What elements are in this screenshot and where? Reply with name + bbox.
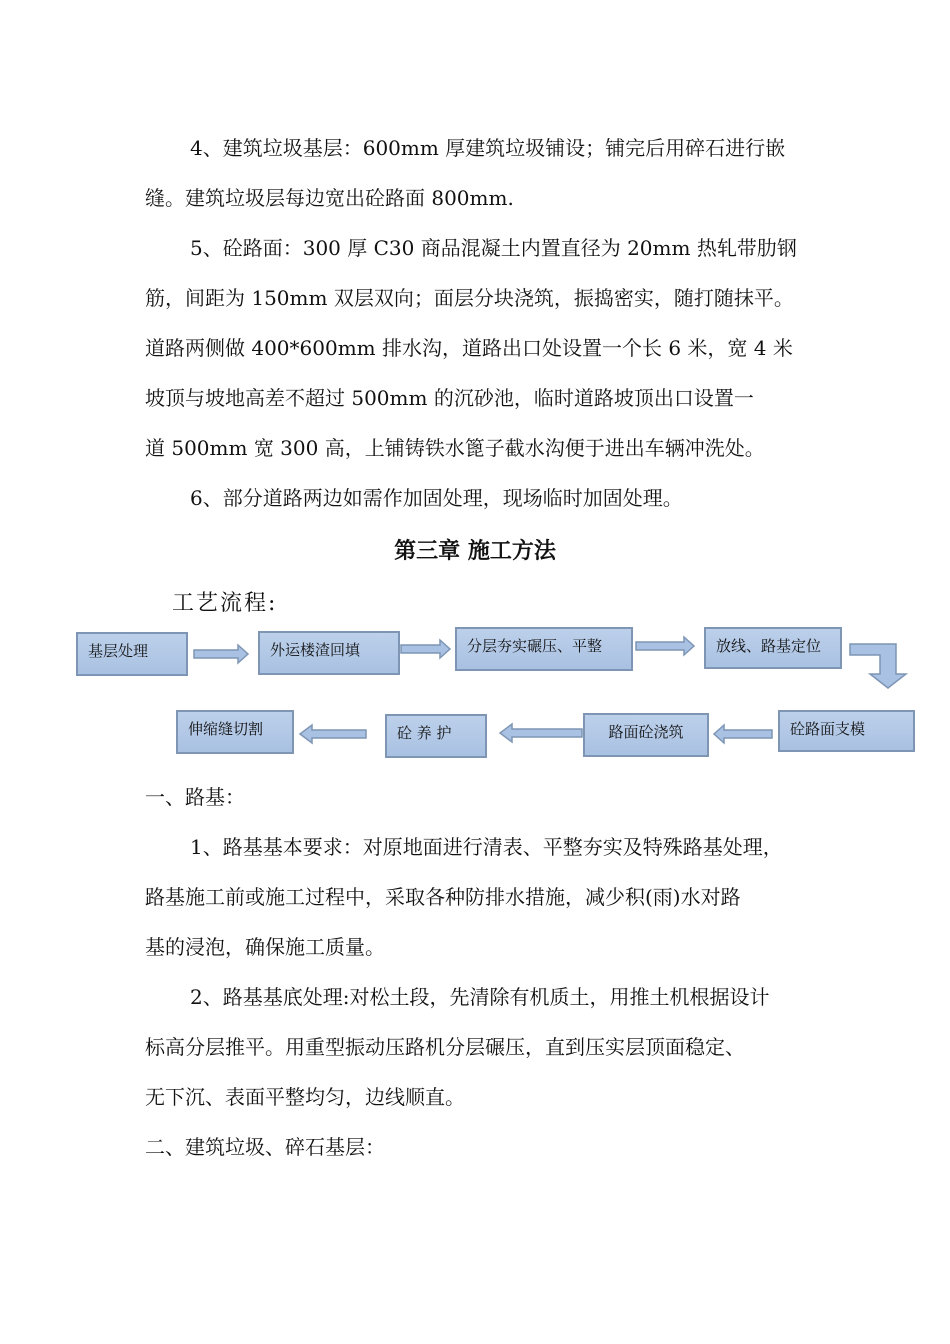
paragraph-5-line-5: 道 500mm 宽 300 高，上铺铸铁水篦子截水沟便于进出车辆冲洗处。 <box>145 436 765 460</box>
paragraph-5-line-4: 坡顶与坡地高差不超过 500mm 的沉砂池，临时道路坡顶出口设置一 <box>145 386 754 410</box>
paragraph-5-line-3: 道路两侧做 400*600mm 排水沟，道路出口处设置一个长 6 米，宽 4 米 <box>145 336 793 360</box>
section-1-line-2: 路基施工前或施工过程中，采取各种防排水措施，减少积(雨)水对路 <box>145 885 741 909</box>
flow-step-layout: 放线、路基定位 <box>704 627 842 669</box>
section-1-line-1: 1、路基基本要求：对原地面进行清表、平整夯实及特殊路基处理， <box>190 835 783 859</box>
flow-step-compaction: 分层夯实碾压、平整 <box>455 627 633 671</box>
flow-step-curing: 砼 养 护 <box>385 714 487 758</box>
chapter-title: 第三章 施工方法 <box>394 538 556 564</box>
arrow-right-1 <box>194 645 248 663</box>
paragraph-4-line-1: 4、建筑垃圾基层：600mm 厚建筑垃圾铺设；铺完后用碎石进行嵌 <box>190 136 786 160</box>
flow-step-formwork: 砼路面支模 <box>778 710 915 752</box>
section-1-line-5: 标高分层推平。用重型振动压路机分层碾压，直到压实层顶面稳定、 <box>145 1035 745 1059</box>
flow-step-base-treatment: 基层处理 <box>76 632 188 676</box>
section-1-line-3: 基的浸泡，确保施工质量。 <box>145 935 385 959</box>
paragraph-5-line-1: 5、砼路面：300 厚 C30 商品混凝土内置直径为 20mm 热轧带肋钢 <box>190 236 797 260</box>
paragraph-5-line-2: 筋，间距为 150mm 双层双向；面层分块浇筑，振捣密实，随打随抹平。 <box>145 286 794 310</box>
arrow-left-1 <box>714 725 772 743</box>
arrow-right-3 <box>636 637 694 655</box>
section-1-line-4: 2、路基基底处理:对松土段，先清除有机质土，用推土机根据设计 <box>190 985 770 1009</box>
flow-step-pouring: 路面砼浇筑 <box>583 713 709 757</box>
section-1-line-6: 无下沉、表面平整均匀，边线顺直。 <box>145 1085 465 1109</box>
arrow-down-turn <box>850 644 906 688</box>
section-2-heading: 二、建筑垃圾、碎石基层： <box>145 1135 385 1159</box>
process-flow-label: 工艺流程: <box>172 591 278 616</box>
paragraph-4-line-2: 缝。建筑垃圾层每边宽出砼路面 800mm. <box>145 186 514 210</box>
flow-step-joint-cutting: 伸缩缝切割 <box>176 710 294 754</box>
arrow-right-2 <box>401 640 450 658</box>
arrow-left-3 <box>300 725 366 743</box>
paragraph-6-line-1: 6、部分道路两边如需作加固处理，现场临时加固处理。 <box>190 486 683 510</box>
flow-step-backfill: 外运楼渣回填 <box>258 631 400 675</box>
arrow-left-2 <box>500 724 582 742</box>
section-1-heading: 一、路基： <box>145 785 245 809</box>
